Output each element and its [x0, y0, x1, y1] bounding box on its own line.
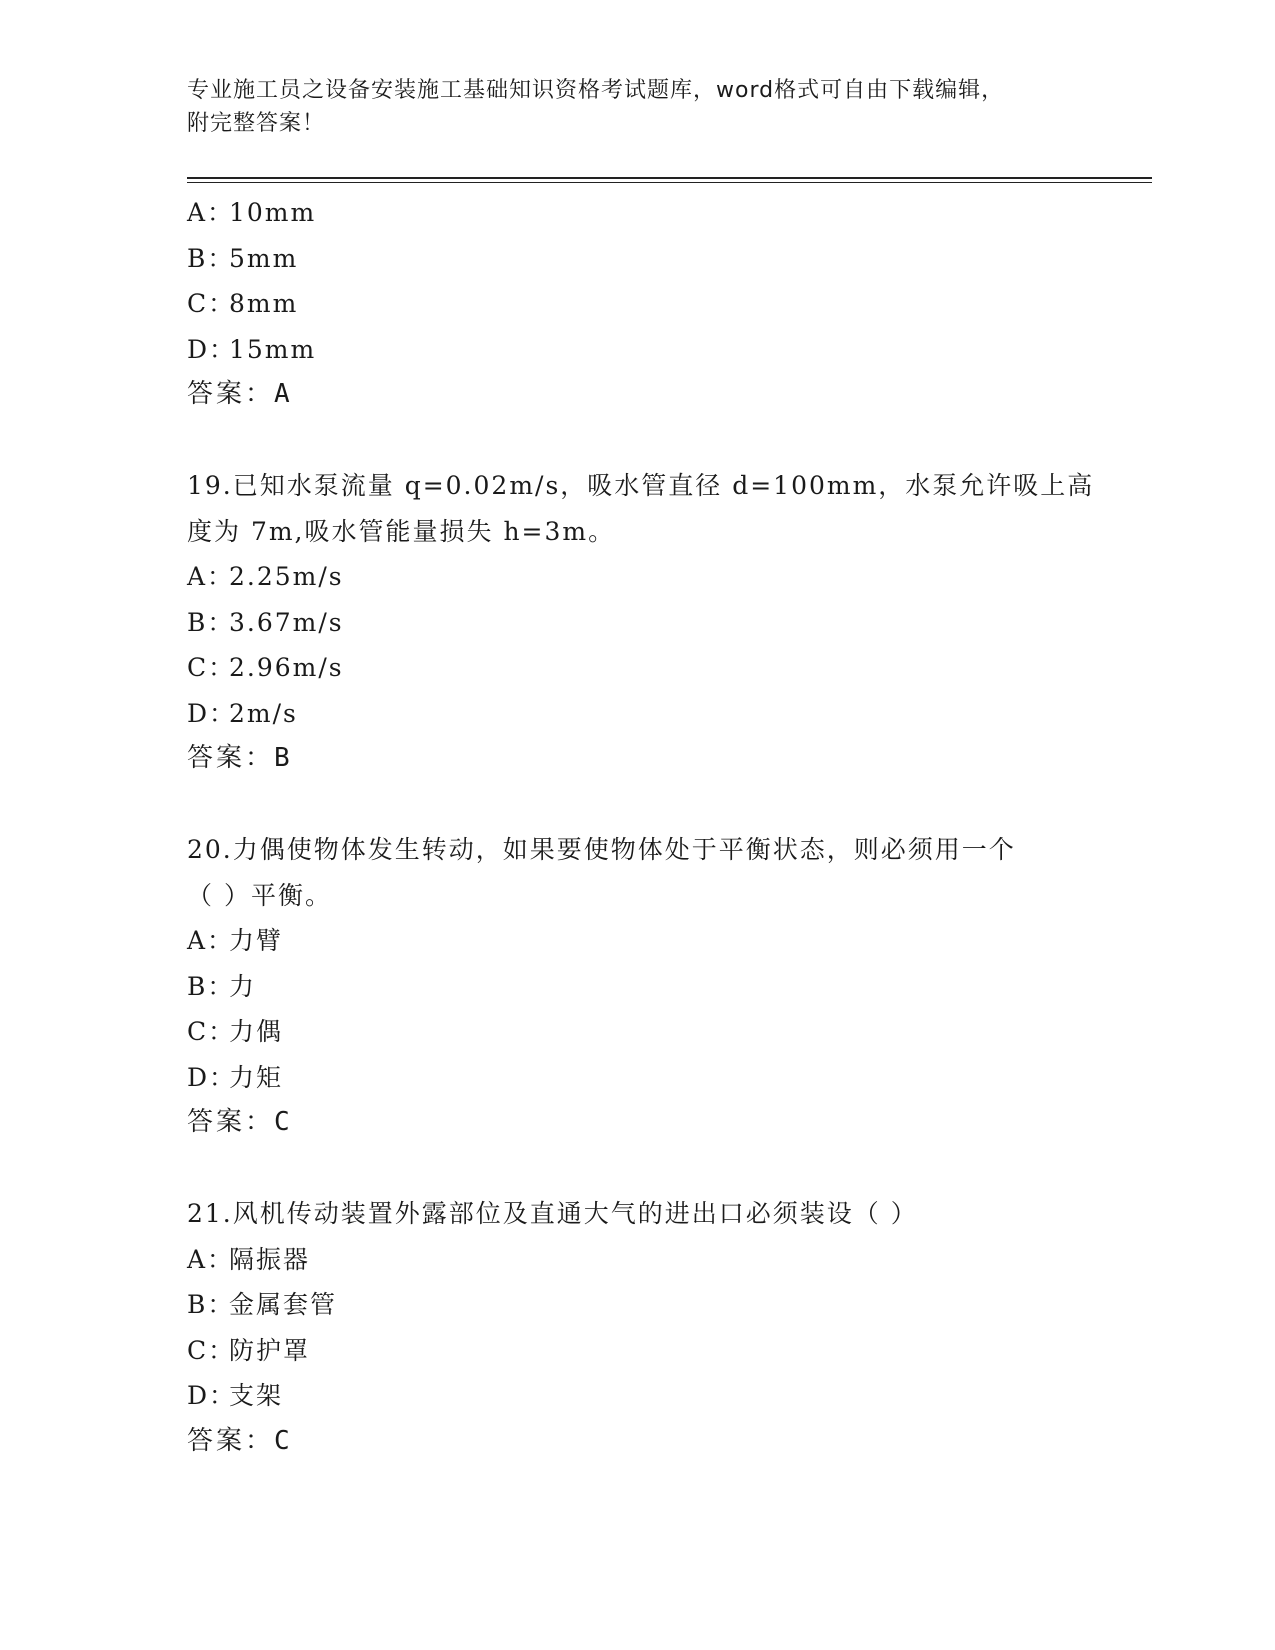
header-line-1: 专业施工员之设备安装施工基础知识资格考试题库，word格式可自由下载编辑，: [187, 78, 1005, 103]
answer-line: 答案：C: [187, 1107, 293, 1137]
question-gap: [187, 418, 1087, 464]
option-d: [187, 1373, 1087, 1419]
question-stem-line-1: 21.风机传动装置外露部位及直通大气的进出口必须装设（ ）: [187, 1199, 918, 1228]
option-text: 3.67m/s: [229, 607, 344, 637]
option-text: 8mm: [229, 289, 299, 318]
option-label: A：: [187, 926, 235, 955]
option-label: D：: [187, 698, 237, 728]
option-label: C：: [187, 1017, 236, 1046]
option-label: C：: [187, 289, 236, 318]
option-text: 15mm: [229, 334, 317, 364]
option-text: 2.96m/s: [229, 653, 344, 682]
question-20: [187, 827, 1087, 1146]
option-b: [187, 964, 1087, 1010]
option-a: [187, 554, 1087, 600]
option-label: D：: [187, 1062, 237, 1092]
question-stem-line-1: 20.力偶使物体发生转动，如果要使物体处于平衡状态，则必须用一个: [187, 835, 1016, 864]
option-text: 力偶: [229, 1017, 284, 1046]
option-text: 10mm: [229, 198, 317, 227]
option-label: B：: [187, 243, 235, 273]
option-d: [187, 327, 1087, 373]
question-stem-line-1: 19.已知水泵流量 q=0.02m/s，吸水管直径 d=100mm，水泵允许吸上高: [187, 471, 1095, 500]
question-21: [187, 1191, 1087, 1464]
option-label: A：: [187, 198, 235, 227]
option-b: [187, 236, 1087, 282]
option-d: [187, 691, 1087, 737]
answer-line: 答案：B: [187, 743, 293, 773]
option-label: B：: [187, 1290, 235, 1319]
question-19: [187, 463, 1095, 782]
option-text: 2.25m/s: [229, 562, 344, 591]
option-label: B：: [187, 971, 235, 1001]
option-label: C：: [187, 653, 236, 682]
question-gap: [187, 1146, 1087, 1192]
option-text: 力臂: [229, 926, 284, 955]
header-line-2: 附完整答案！: [187, 111, 326, 136]
option-text: 2m/s: [229, 698, 298, 728]
option-b: [187, 600, 1087, 646]
option-text: 支架: [229, 1381, 284, 1410]
option-text: 隔振器: [229, 1244, 311, 1274]
question-stem-line-2: 度为 7m,吸水管能量损失 h=3m。: [187, 516, 616, 546]
document-header: [187, 74, 1067, 140]
answer-line: 答案：C: [187, 1425, 293, 1456]
option-text: 力矩: [229, 1062, 284, 1092]
option-c: [187, 1009, 1087, 1055]
option-label: D：: [187, 334, 237, 364]
question-list: [187, 190, 1095, 1464]
question-stem-line-2: （ ）平衡。: [187, 880, 332, 910]
option-c: [187, 1328, 1087, 1374]
option-text: 5mm: [229, 243, 299, 273]
option-b: [187, 1282, 1087, 1328]
question-18: [187, 190, 1087, 418]
answer-line: 答案：A: [187, 379, 293, 409]
option-d: [187, 1055, 1087, 1101]
option-text: 防护罩: [229, 1335, 311, 1365]
option-label: C：: [187, 1335, 236, 1365]
option-a: [187, 1237, 1087, 1283]
option-label: A：: [187, 1244, 235, 1274]
option-label: D：: [187, 1381, 237, 1410]
option-c: [187, 645, 1087, 691]
option-label: B：: [187, 607, 235, 637]
question-gap: [187, 782, 1087, 828]
option-text: 金属套管: [229, 1290, 338, 1319]
option-a: [187, 190, 1087, 236]
header-divider: [187, 177, 1152, 183]
option-label: A：: [187, 562, 235, 591]
option-text: 力: [229, 971, 257, 1001]
option-c: [187, 281, 1087, 327]
option-a: [187, 918, 1087, 964]
